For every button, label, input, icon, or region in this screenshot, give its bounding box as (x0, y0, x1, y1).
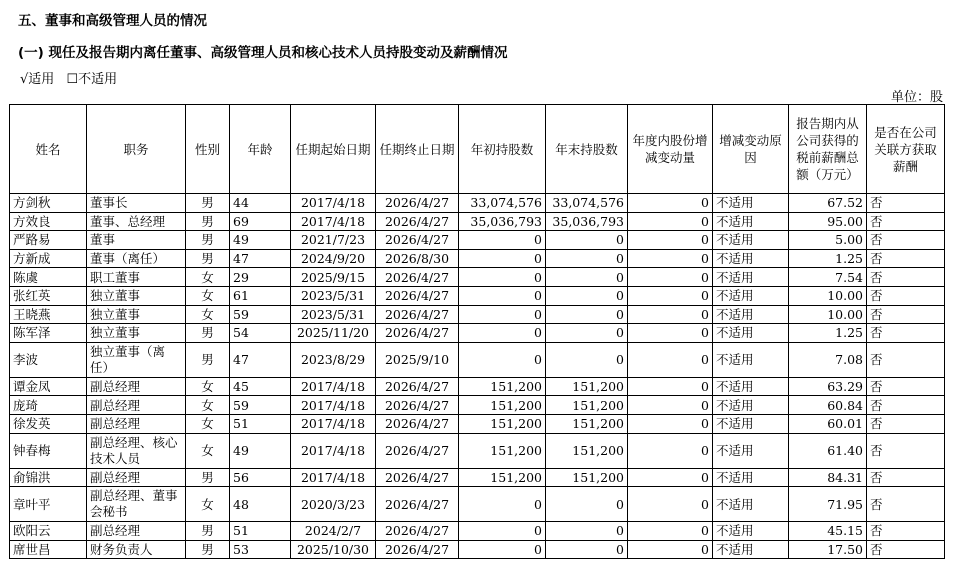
cell-change-reason: 不适用 (713, 286, 789, 305)
cell-gender: 男 (186, 522, 230, 541)
cell-gender: 女 (186, 268, 230, 287)
cell-pretax-pay: 60.84 (789, 396, 867, 415)
cell-share-change: 0 (628, 324, 713, 343)
cell-change-reason: 不适用 (713, 342, 789, 377)
cell-begin-shares: 151,200 (459, 414, 546, 433)
table-header-row (10, 105, 945, 194)
cell-gender: 男 (186, 324, 230, 343)
cell-name: 庞琦 (10, 396, 87, 415)
cell-related-party-pay: 否 (867, 268, 945, 287)
cell-gender: 女 (186, 377, 230, 396)
cell-name: 张红英 (10, 286, 87, 305)
table-row (10, 433, 945, 468)
cell-pretax-pay: 1.25 (789, 249, 867, 268)
applicability-options (20, 68, 125, 87)
cell-term-start: 2017/4/18 (291, 212, 376, 231)
cell-related-party-pay: 否 (867, 468, 945, 487)
cell-related-party-pay: 否 (867, 305, 945, 324)
cell-gender: 男 (186, 212, 230, 231)
cell-title: 副总经理 (87, 377, 186, 396)
cell-pretax-pay: 60.01 (789, 414, 867, 433)
cell-begin-shares: 151,200 (459, 433, 546, 468)
header-title: 职务 (87, 105, 186, 194)
cell-related-party-pay: 否 (867, 231, 945, 250)
cell-term-start: 2017/4/18 (291, 194, 376, 213)
cell-related-party-pay: 否 (867, 487, 945, 522)
cell-end-shares: 33,074,576 (546, 194, 628, 213)
cell-begin-shares: 0 (459, 487, 546, 522)
table-row (10, 249, 945, 268)
cell-age: 49 (230, 433, 291, 468)
cell-change-reason: 不适用 (713, 212, 789, 231)
cell-age: 61 (230, 286, 291, 305)
header-age: 年龄 (230, 105, 291, 194)
holdings-compensation-table (9, 104, 945, 559)
cell-begin-shares: 0 (459, 231, 546, 250)
header-end-shares: 年末持股数 (546, 105, 628, 194)
cell-term-end: 2026/4/27 (376, 540, 459, 559)
cell-change-reason: 不适用 (713, 540, 789, 559)
cell-title: 独立董事 (87, 324, 186, 343)
header-gender: 性别 (186, 105, 230, 194)
cell-gender: 女 (186, 487, 230, 522)
cell-share-change: 0 (628, 396, 713, 415)
cell-name: 俞锦洪 (10, 468, 87, 487)
cell-share-change: 0 (628, 342, 713, 377)
cell-share-change: 0 (628, 540, 713, 559)
table-row (10, 212, 945, 231)
cell-name: 钟春梅 (10, 433, 87, 468)
cell-title: 董事长 (87, 194, 186, 213)
cell-title: 副总经理 (87, 522, 186, 541)
cell-term-start: 2023/5/31 (291, 286, 376, 305)
cell-age: 56 (230, 468, 291, 487)
cell-related-party-pay: 否 (867, 194, 945, 213)
cell-related-party-pay: 否 (867, 522, 945, 541)
cell-name: 陈虞 (10, 268, 87, 287)
cell-term-end: 2026/4/27 (376, 468, 459, 487)
cell-age: 69 (230, 212, 291, 231)
cell-gender: 男 (186, 249, 230, 268)
table-row (10, 194, 945, 213)
cell-end-shares: 151,200 (546, 468, 628, 487)
cell-change-reason: 不适用 (713, 487, 789, 522)
cell-term-end: 2026/4/27 (376, 231, 459, 250)
cell-title: 独立董事 (87, 305, 186, 324)
cell-end-shares: 151,200 (546, 433, 628, 468)
table-row (10, 414, 945, 433)
cell-term-end: 2026/4/27 (376, 268, 459, 287)
cell-term-start: 2017/4/18 (291, 433, 376, 468)
cell-term-end: 2026/4/27 (376, 324, 459, 343)
table-row (10, 487, 945, 522)
cell-age: 59 (230, 396, 291, 415)
cell-pretax-pay: 7.08 (789, 342, 867, 377)
cell-name: 欧阳云 (10, 522, 87, 541)
cell-term-start: 2023/5/31 (291, 305, 376, 324)
cell-related-party-pay: 否 (867, 433, 945, 468)
cell-title: 副总经理 (87, 396, 186, 415)
unit-label: 单位：股 (890, 90, 943, 105)
cell-share-change: 0 (628, 487, 713, 522)
cell-related-party-pay: 否 (867, 540, 945, 559)
cell-related-party-pay: 否 (867, 396, 945, 415)
cell-term-start: 2024/2/7 (291, 522, 376, 541)
cell-gender: 女 (186, 286, 230, 305)
cell-age: 54 (230, 324, 291, 343)
cell-share-change: 0 (628, 231, 713, 250)
cell-pretax-pay: 63.29 (789, 377, 867, 396)
cell-change-reason: 不适用 (713, 324, 789, 343)
cell-age: 48 (230, 487, 291, 522)
cell-name: 徐发英 (10, 414, 87, 433)
cell-begin-shares: 151,200 (459, 468, 546, 487)
table-row (10, 231, 945, 250)
cell-gender: 女 (186, 433, 230, 468)
table-row (10, 268, 945, 287)
cell-begin-shares: 0 (459, 324, 546, 343)
table-row (10, 396, 945, 415)
not-applies-option: ☐不适用 (66, 72, 118, 87)
cell-end-shares: 0 (546, 324, 628, 343)
cell-change-reason: 不适用 (713, 522, 789, 541)
cell-title: 董事（离任） (87, 249, 186, 268)
cell-age: 59 (230, 305, 291, 324)
header-related-party-pay: 是否在公司关联方获取薪酬 (867, 105, 945, 194)
cell-name: 陈军泽 (10, 324, 87, 343)
table-row (10, 468, 945, 487)
cell-name: 严路易 (10, 231, 87, 250)
cell-related-party-pay: 否 (867, 212, 945, 231)
header-pretax-pay: 报告期内从公司获得的税前薪酬总额（万元） (789, 105, 867, 194)
cell-pretax-pay: 5.00 (789, 231, 867, 250)
cell-pretax-pay: 10.00 (789, 305, 867, 324)
cell-term-start: 2025/10/30 (291, 540, 376, 559)
cell-end-shares: 0 (546, 305, 628, 324)
cell-term-end: 2026/4/27 (376, 194, 459, 213)
cell-begin-shares: 0 (459, 286, 546, 305)
cell-pretax-pay: 84.31 (789, 468, 867, 487)
cell-end-shares: 35,036,793 (546, 212, 628, 231)
cell-term-start: 2023/8/29 (291, 342, 376, 377)
cell-age: 53 (230, 540, 291, 559)
cell-share-change: 0 (628, 468, 713, 487)
cell-name: 谭金凤 (10, 377, 87, 396)
cell-begin-shares: 0 (459, 522, 546, 541)
cell-related-party-pay: 否 (867, 342, 945, 377)
cell-related-party-pay: 否 (867, 249, 945, 268)
cell-title: 职工董事 (87, 268, 186, 287)
cell-term-end: 2026/4/27 (376, 522, 459, 541)
cell-begin-shares: 0 (459, 249, 546, 268)
cell-end-shares: 151,200 (546, 414, 628, 433)
cell-begin-shares: 35,036,793 (459, 212, 546, 231)
cell-age: 49 (230, 231, 291, 250)
header-term-end: 任期终止日期 (376, 105, 459, 194)
cell-change-reason: 不适用 (713, 268, 789, 287)
cell-age: 51 (230, 522, 291, 541)
cell-gender: 女 (186, 414, 230, 433)
cell-related-party-pay: 否 (867, 286, 945, 305)
cell-gender: 男 (186, 540, 230, 559)
cell-share-change: 0 (628, 433, 713, 468)
cell-pretax-pay: 10.00 (789, 286, 867, 305)
cell-begin-shares: 0 (459, 305, 546, 324)
cell-term-start: 2025/9/15 (291, 268, 376, 287)
cell-term-start: 2025/11/20 (291, 324, 376, 343)
table-row (10, 377, 945, 396)
cell-share-change: 0 (628, 522, 713, 541)
cell-end-shares: 0 (546, 249, 628, 268)
table-row (10, 286, 945, 305)
cell-term-start: 2017/4/18 (291, 396, 376, 415)
cell-begin-shares: 0 (459, 268, 546, 287)
cell-pretax-pay: 67.52 (789, 194, 867, 213)
cell-gender: 男 (186, 194, 230, 213)
cell-title: 独立董事（离任） (87, 342, 186, 377)
cell-begin-shares: 151,200 (459, 396, 546, 415)
cell-term-start: 2017/4/18 (291, 377, 376, 396)
header-change-reason: 增减变动原因 (713, 105, 789, 194)
cell-term-end: 2026/4/27 (376, 286, 459, 305)
table-row (10, 324, 945, 343)
cell-change-reason: 不适用 (713, 231, 789, 250)
cell-related-party-pay: 否 (867, 414, 945, 433)
cell-end-shares: 0 (546, 342, 628, 377)
cell-name: 方剑秋 (10, 194, 87, 213)
cell-pretax-pay: 17.50 (789, 540, 867, 559)
cell-share-change: 0 (628, 268, 713, 287)
applies-option: √适用 (20, 72, 55, 87)
cell-begin-shares: 151,200 (459, 377, 546, 396)
section-title: 五、董事和高级管理人员的情况 (18, 13, 207, 29)
cell-term-end: 2026/4/27 (376, 212, 459, 231)
cell-change-reason: 不适用 (713, 468, 789, 487)
table-row (10, 305, 945, 324)
cell-title: 董事、总经理 (87, 212, 186, 231)
cell-gender: 男 (186, 342, 230, 377)
cell-end-shares: 0 (546, 286, 628, 305)
cell-share-change: 0 (628, 249, 713, 268)
cell-title: 副总经理、董事会秘书 (87, 487, 186, 522)
cell-name: 席世昌 (10, 540, 87, 559)
cell-age: 51 (230, 414, 291, 433)
cell-term-end: 2026/4/27 (376, 487, 459, 522)
cell-related-party-pay: 否 (867, 324, 945, 343)
cell-name: 方新成 (10, 249, 87, 268)
table-row (10, 342, 945, 377)
cell-change-reason: 不适用 (713, 433, 789, 468)
table-row (10, 540, 945, 559)
cell-name: 章叶平 (10, 487, 87, 522)
cell-change-reason: 不适用 (713, 377, 789, 396)
cell-end-shares: 151,200 (546, 396, 628, 415)
cell-end-shares: 151,200 (546, 377, 628, 396)
cell-change-reason: 不适用 (713, 249, 789, 268)
cell-gender: 女 (186, 396, 230, 415)
cell-term-end: 2026/4/27 (376, 414, 459, 433)
cell-gender: 女 (186, 305, 230, 324)
cell-term-end: 2026/4/27 (376, 305, 459, 324)
cell-term-end: 2026/4/27 (376, 433, 459, 468)
cell-pretax-pay: 1.25 (789, 324, 867, 343)
cell-pretax-pay: 71.95 (789, 487, 867, 522)
cell-title: 独立董事 (87, 286, 186, 305)
header-name: 姓名 (10, 105, 87, 194)
cell-age: 44 (230, 194, 291, 213)
cell-term-start: 2017/4/18 (291, 468, 376, 487)
header-begin-shares: 年初持股数 (459, 105, 546, 194)
cell-change-reason: 不适用 (713, 194, 789, 213)
cell-name: 王晓燕 (10, 305, 87, 324)
cell-name: 方效良 (10, 212, 87, 231)
cell-age: 47 (230, 342, 291, 377)
cell-title: 副总经理 (87, 414, 186, 433)
cell-change-reason: 不适用 (713, 414, 789, 433)
cell-end-shares: 0 (546, 231, 628, 250)
cell-share-change: 0 (628, 377, 713, 396)
cell-end-shares: 0 (546, 268, 628, 287)
cell-pretax-pay: 95.00 (789, 212, 867, 231)
cell-begin-shares: 0 (459, 342, 546, 377)
cell-term-end: 2026/8/30 (376, 249, 459, 268)
cell-share-change: 0 (628, 305, 713, 324)
cell-share-change: 0 (628, 286, 713, 305)
cell-begin-shares: 33,074,576 (459, 194, 546, 213)
cell-end-shares: 0 (546, 522, 628, 541)
cell-share-change: 0 (628, 414, 713, 433)
cell-term-end: 2026/4/27 (376, 377, 459, 396)
cell-title: 财务负责人 (87, 540, 186, 559)
cell-age: 29 (230, 268, 291, 287)
cell-title: 副总经理 (87, 468, 186, 487)
table-row (10, 522, 945, 541)
cell-begin-shares: 0 (459, 540, 546, 559)
cell-change-reason: 不适用 (713, 305, 789, 324)
header-share-change: 年度内股份增减变动量 (628, 105, 713, 194)
cell-term-end: 2025/9/10 (376, 342, 459, 377)
cell-pretax-pay: 61.40 (789, 433, 867, 468)
header-term-start: 任期起始日期 (291, 105, 376, 194)
cell-end-shares: 0 (546, 487, 628, 522)
cell-end-shares: 0 (546, 540, 628, 559)
cell-term-start: 2021/7/23 (291, 231, 376, 250)
cell-related-party-pay: 否 (867, 377, 945, 396)
cell-age: 47 (230, 249, 291, 268)
cell-share-change: 0 (628, 194, 713, 213)
cell-change-reason: 不适用 (713, 396, 789, 415)
cell-term-end: 2026/4/27 (376, 396, 459, 415)
cell-term-start: 2017/4/18 (291, 414, 376, 433)
cell-pretax-pay: 45.15 (789, 522, 867, 541)
cell-title: 董事 (87, 231, 186, 250)
cell-gender: 男 (186, 468, 230, 487)
cell-name: 李波 (10, 342, 87, 377)
cell-share-change: 0 (628, 212, 713, 231)
cell-pretax-pay: 7.54 (789, 268, 867, 287)
cell-term-start: 2020/3/23 (291, 487, 376, 522)
cell-gender: 男 (186, 231, 230, 250)
cell-title: 副总经理、核心技术人员 (87, 433, 186, 468)
cell-term-start: 2024/9/20 (291, 249, 376, 268)
subsection-title: (一) 现任及报告期内离任董事、高级管理人员和核心技术人员持股变动及薪酬情况 (18, 45, 508, 61)
cell-age: 45 (230, 377, 291, 396)
